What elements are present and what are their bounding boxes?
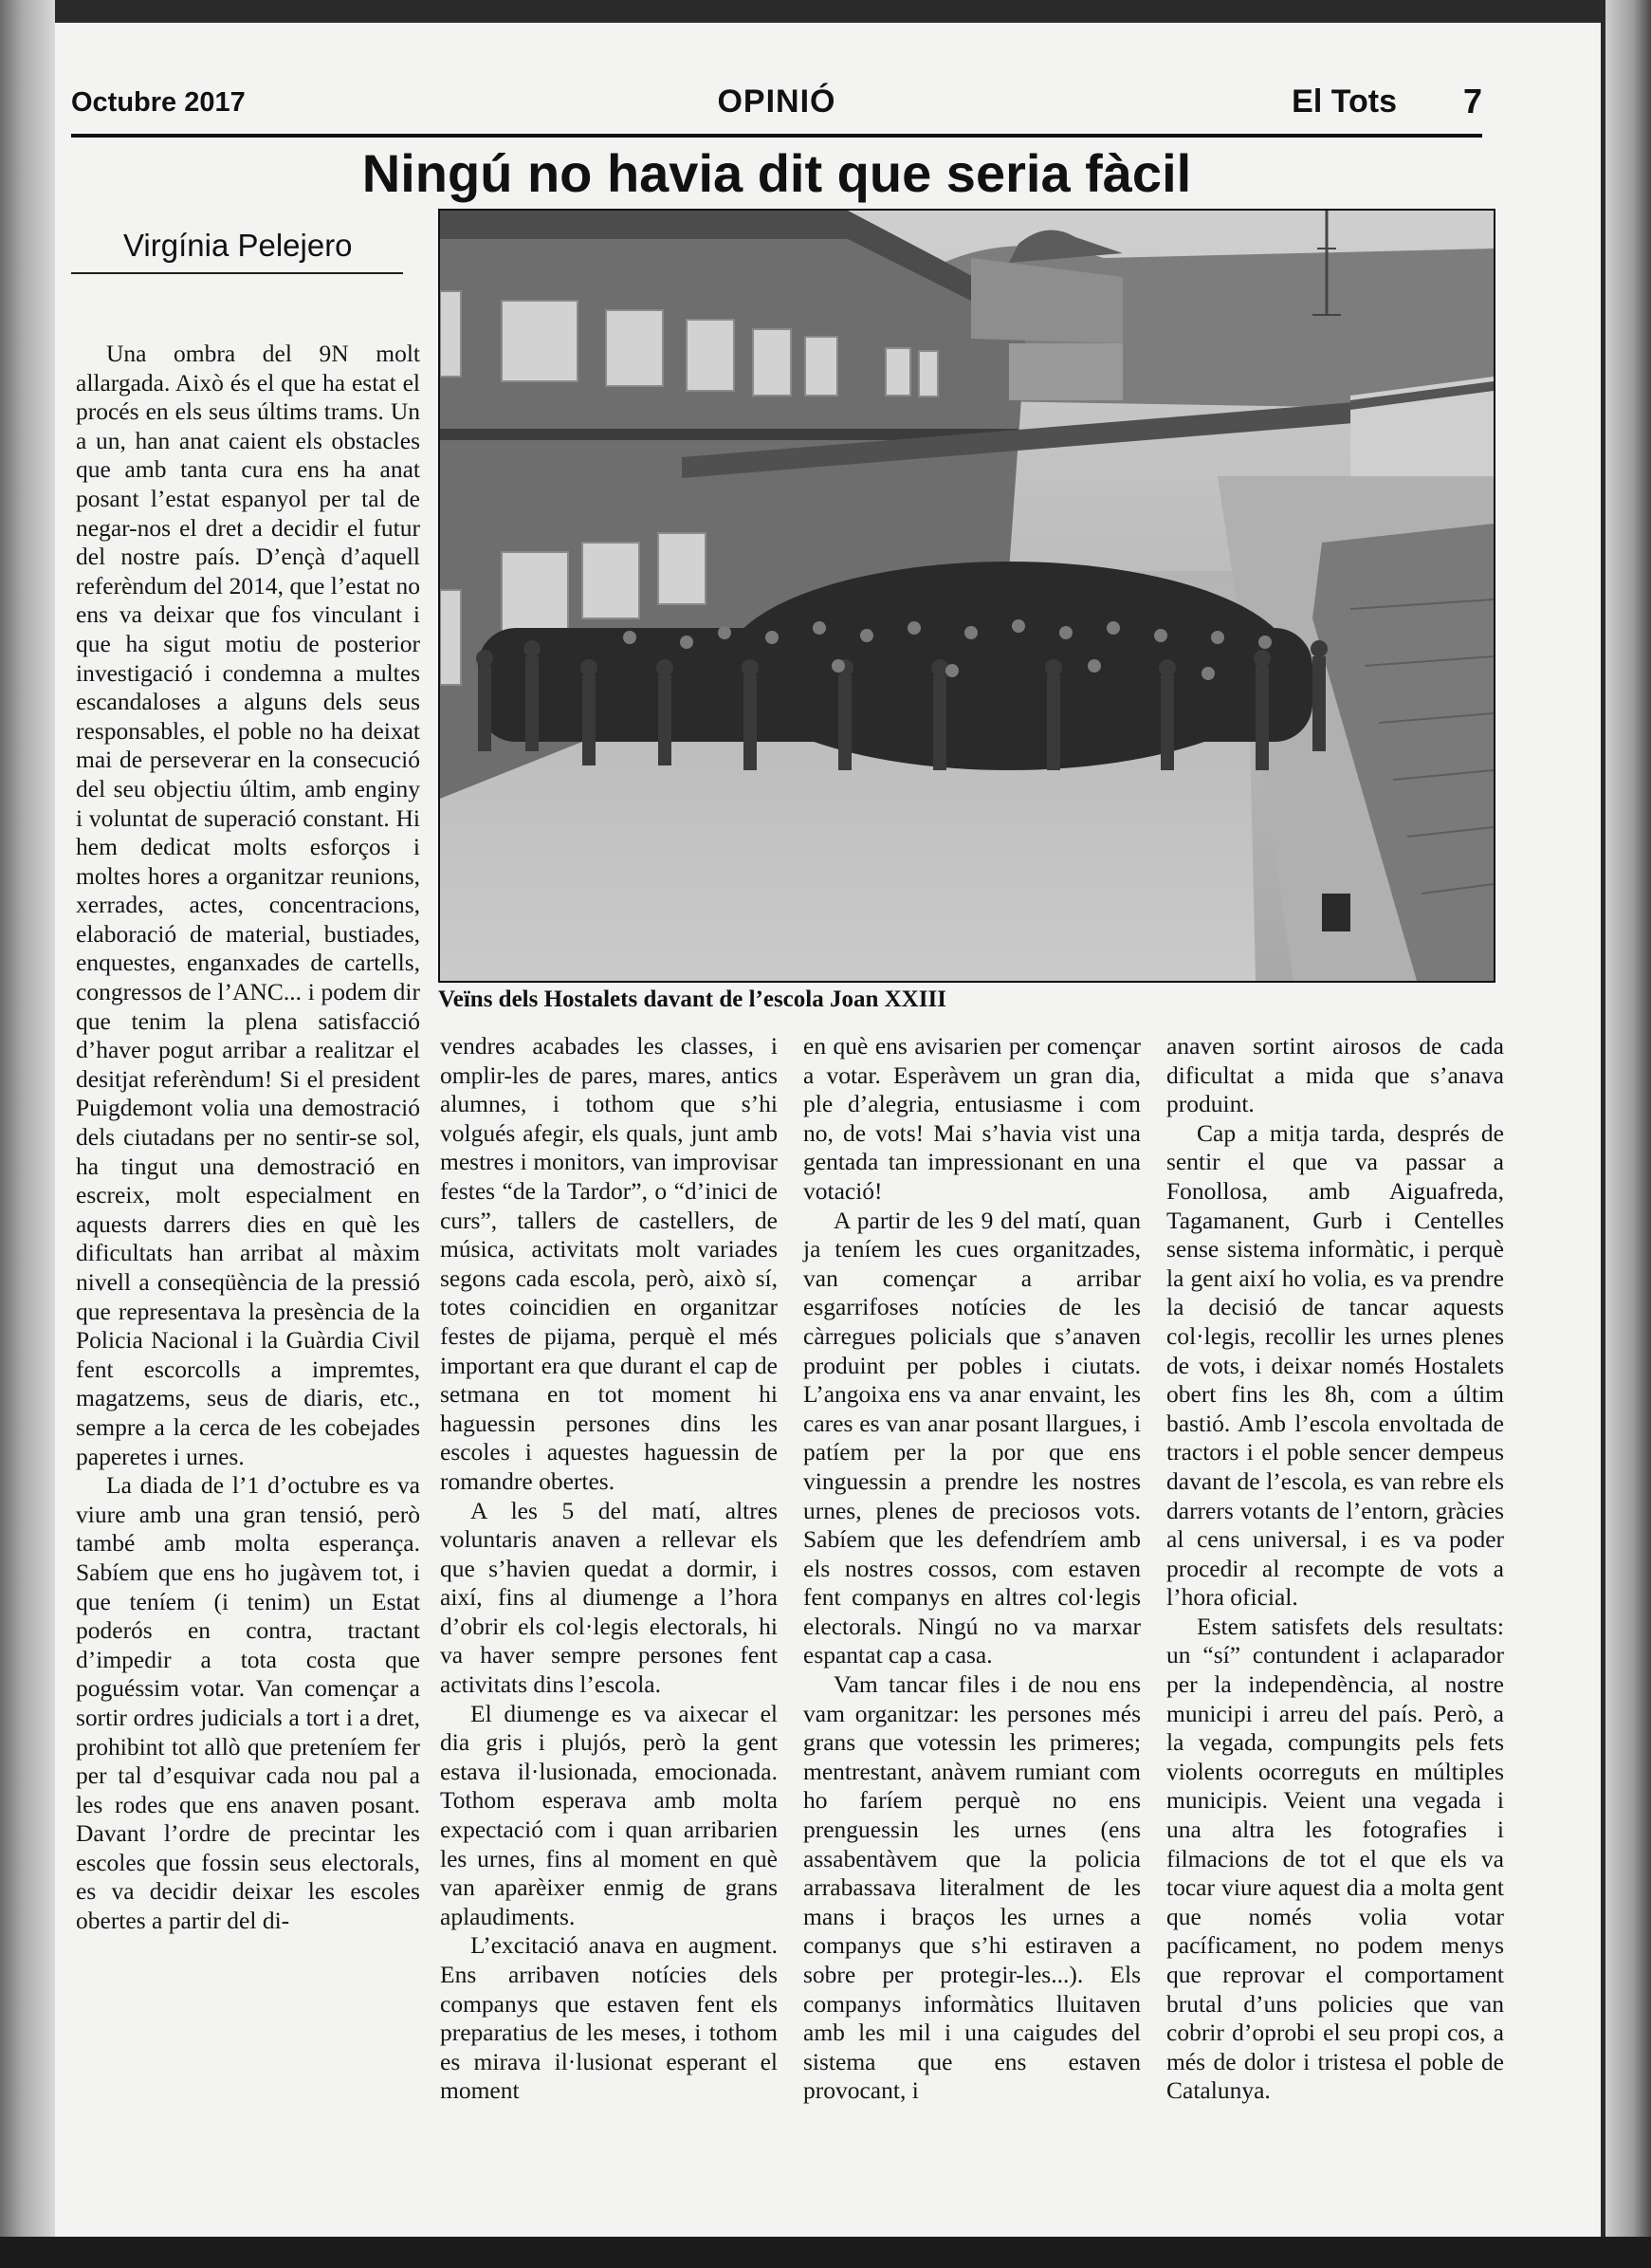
paragraph: Estem satisfets dels resultats: un “sí” contundent i aclaparador per la independència, al nostre municipi i arreu del país. Però, a la vegada, compungits pels fets violents ocorreguts en múltiples municipis. Veient una vegada i una altra les fotografies i filmacions de tot el que els va tocar viure aquest dia a molta gent que només volia votar pacíficament, no podem menys que reprovar el comportament brutal d’uns policies que van cobrir d’oprobi el seu propi cos, a més de dolor i tristesa el poble de Catalunya. bbox=[1166, 1612, 1504, 2105]
article-title: Ningú no havia dit que seria fàcil bbox=[361, 143, 1192, 203]
paragraph: A les 5 del matí, altres voluntaris anaven a rellevar els que s’havien quedat a dormir, i així, fins al diumenge a l’hora d’obrir els col·legis electorals, hi va haver sempre persones fent activitats dins l’escola. bbox=[440, 1496, 778, 1699]
paragraph: vendres acabades les classes, i omplir-les de pares, mares, antics alumnes, i tothom que s’hi volgués afegir, els quals, junt amb mestres i monitors, van improvisar festes “de la Tardor”, o “d’inici de curs”, tallers de castellers, de música, activitats molt variades segons cada escola, però, això sí, totes coincidien en organitzar festes de pijama, perquè el més important era que durant el cap de setmana en tot moment hi haguessin persones dins les escoles i aquestes haguessin de romandre obertes. bbox=[440, 1032, 778, 1495]
article-column-1 bbox=[76, 340, 420, 1936]
publication-name: El Tots bbox=[1292, 83, 1397, 120]
photo-caption: Veïns dels Hostalets davant de l’escola Joan XXIII bbox=[438, 986, 946, 1012]
paragraph: en què ens avisarien per començar a votar. Esperàvem un gran dia, ple d’alegria, entusiasme i com no, de vots! Mai s’havia vist una gentada tan impressionant en una votació! bbox=[803, 1032, 1141, 1205]
article-column-3 bbox=[803, 1032, 1141, 2106]
page-edge-shadow bbox=[1605, 0, 1651, 2268]
paragraph: L’excitació anava en augment. Ens arribaven notícies dels companys que estaven fent els preparatius de les meses, i tothom es mirava il·lusionat esperant el moment bbox=[440, 1931, 778, 2105]
article-author: Virgínia Pelejero bbox=[123, 228, 353, 263]
previous-page-edge bbox=[0, 0, 55, 2268]
paragraph: Cap a mitja tarda, després de sentir el que va passar a Fonollosa, amb Aiguafreda, Tagamanent, Gurb i Centelles sense sistema informàtic, i perquè la gent així ho volia, es va prendre la decisió de tancar aquests col·legis, recollir les urnes plenes de vots, i deixar només Hostalets obert fins les 8h, com a últim bastió. Amb l’escola envoltada de tractors i el poble sencer dempeus davant de l’escola, es van rebre els darrers votants de l’entorn, gràcies al cens universal, i es va poder procedir al recompte de vots a l’hora oficial. bbox=[1166, 1118, 1504, 1612]
scan-bottom-edge bbox=[0, 2237, 1651, 2268]
paragraph: A partir de les 9 del matí, quan ja teníem les cues organitzades, van començar a arribar esgarrifoses notícies de les càrregues policials que s’anaven produint per pobles i ciutats. L’angoixa ens va anar envaint, les cares es van anar posant llargues, i patíem per la por que ens vinguessin a prendre les nostres urnes, plenes de preciosos vots. Sabíem que les defendríem amb els nostres cossos, com estaven fent companys en altres col·legis electorals. Ningú no va marxar espantat cap a casa. bbox=[803, 1206, 1141, 1669]
header-rule bbox=[71, 134, 1482, 138]
issue-date: Octubre 2017 bbox=[71, 87, 246, 118]
article-column-2 bbox=[440, 1032, 778, 2106]
paragraph: Una ombra del 9N molt allargada. Això és el que ha estat el procés en els seus últims trams. Un a un, han anat caient els obstacles que amb tanta cura ens ha anat posant l’estat espanyol per tal de negar-nos el dret a decidir el futur del nostre país. D’ençà d’aquell referèndum del 2014, que l’estat no ens va deixar que fos vinculant i que ha sigut motiu de posterior investigació i condemna a multes escandaloses a alguns dels seus responsables, el poble no ha deixat mai de perseverar en la consecució del seu objectiu últim, amb enginy i voluntat de superació constant. Hi hem dedicat molts esforços i moltes hores a organitzar reunions, xerrades, actes, concentracions, elaboració de material, bustiades, enquestes, enganxades de cartells, congressos de l’ANC... i podem dir que tenim la plena satisfacció d’haver pogut arribar a realitzar el desitjat referèndum! Si el president Puigdemont volia una demostració dels ciutadans per no sentir-se sol, ha tingut una demostració en escreix, molt especialment en aquests darrers dies en què les dificultats han arribat al màxim nivell a conseqüència de la pressió que representava la presència de la Policia Nacional i la Guàrdia Civil fent escorcolls a impremtes, magatzems, seus de diaris, etc., sempre a la cerca de les cobejades paperetes i urnes. bbox=[76, 340, 420, 1470]
paragraph: El diumenge es va aixecar el dia gris i plujós, però la gent estava il·lusionada, emocionada. Tothom esperava amb molta expectació com i quan arribarien les urnes, fins al moment en què van aparèixer enmig de grans aplaudiments. bbox=[440, 1699, 778, 1930]
article-photo bbox=[438, 209, 1495, 983]
section-title: OPINIÓ bbox=[717, 83, 836, 120]
paragraph: Vam tancar files i de nou ens vam organitzar: les persones més grans que votessin les primeres; mentrestant, anàvem rumiant com ho faríem perquè no ens prenguessin les urnes (ens assabentàvem que la policia arrabassava literalment de les mans i braços les urnes a companys que s’hi estiraven a sobre per protegir-les...). Els companys informàtics lluitaven amb les mil i una caigudes del sistema que ens estaven provocant, i bbox=[803, 1670, 1141, 2105]
running-header bbox=[71, 63, 1482, 120]
author-rule bbox=[71, 272, 403, 274]
paragraph: La diada de l’1 d’octubre es va viure amb una gran tensió, però també amb molta esperança. Sabíem que ens ho jugàvem tot, i que teníem (i tenim) un Estat poderós en contra, tractant d’impedir a tota costa que poguéssim votar. Van començar a sortir ordres judicials a tort i a dret, prohibint tot allò que preteníem fer per tal d’esquivar cada nou pal a les rodes que ens anaven posant. Davant l’ordre de precintar les escoles que fossin seus electorals, es va decidir deixar les escoles obertes a partir del di- bbox=[76, 1471, 420, 1935]
page-number: 7 bbox=[1462, 82, 1482, 120]
paragraph: anaven sortint airosos de cada dificultat a mida que s’anava produint. bbox=[1166, 1032, 1504, 1118]
article-column-4 bbox=[1166, 1032, 1504, 2106]
